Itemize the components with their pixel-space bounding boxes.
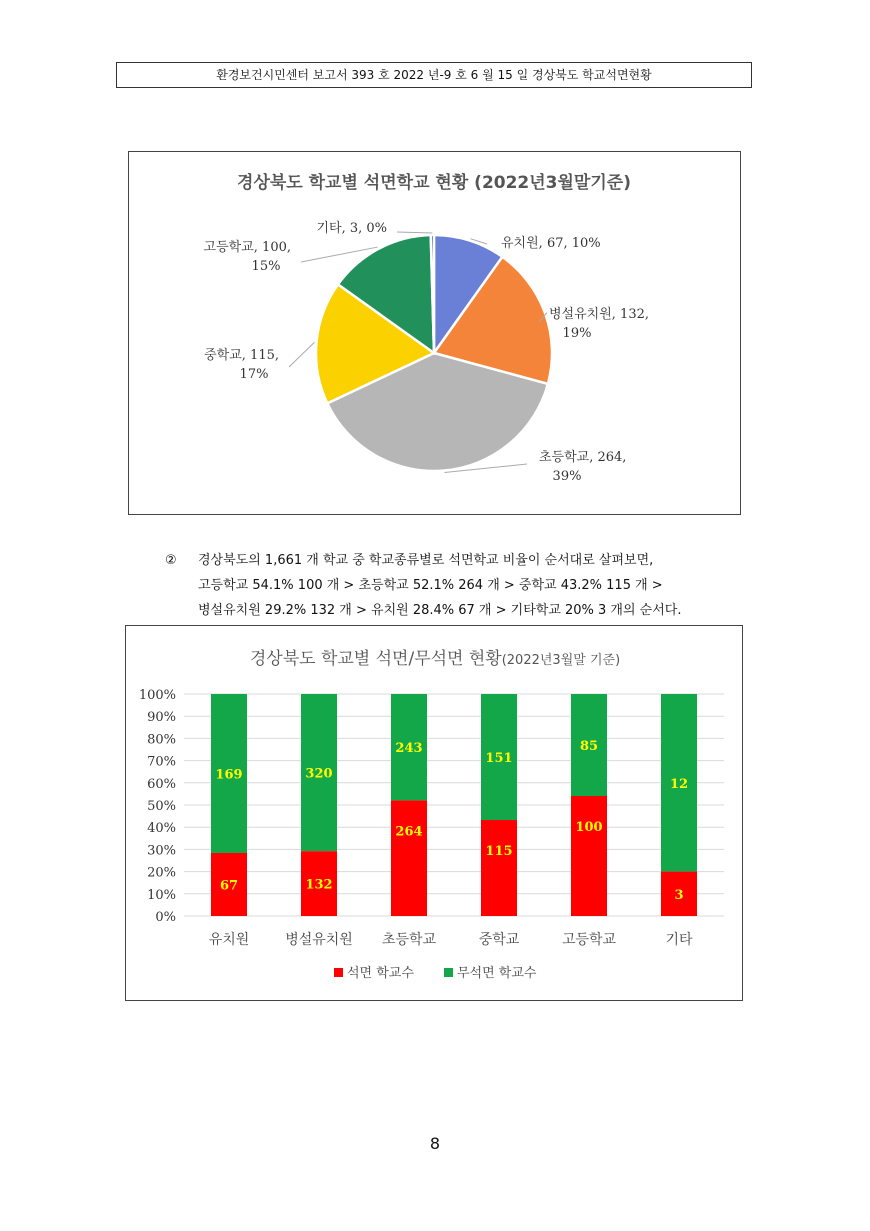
pie-data-label-line: 초등학교, 264, <box>539 450 627 465</box>
bar-value-label-asbestos: 67 <box>219 878 239 894</box>
bar-value-label-asbestos: 100 <box>575 820 603 835</box>
bar-asbestos-3 <box>391 800 427 916</box>
pie-data-label-3 <box>539 449 626 484</box>
bar-chart-title <box>250 648 620 669</box>
bar-value-label-asbestos: 132 <box>305 877 333 893</box>
bar-asbestos-5 <box>571 796 607 916</box>
x-category-label: 중학교 <box>478 932 520 948</box>
y-tick-label: 90% <box>147 710 176 726</box>
pie-data-label-5 <box>204 239 291 274</box>
y-tick-label: 80% <box>147 732 176 748</box>
bar-value-label-asbestos: 264 <box>395 824 423 840</box>
report-header-text: 환경보건시민센터 보고서 393 호 2022 년-9 호 6 월 15 일 경상북도 학교석면현황 <box>216 68 652 82</box>
pie-data-label-line: 병설유치원, 132, <box>549 307 650 322</box>
legend-swatch-2 <box>444 968 453 977</box>
legend-swatch-1 <box>334 968 343 977</box>
pie-chart-title: 경상북도 학교별 석면학교 현황 (2022년3월말기준) <box>237 173 631 193</box>
bar-value-label-non-asbestos: 243 <box>395 741 423 757</box>
legend-label-1: 석면 학교수 <box>347 966 414 981</box>
pie-data-label-6 <box>316 220 387 236</box>
y-tick-label: 60% <box>147 776 176 792</box>
bar-value-label-non-asbestos: 169 <box>215 767 243 783</box>
y-tick-label: 40% <box>147 821 176 837</box>
y-tick-label: 10% <box>147 887 176 903</box>
x-category-label: 고등학교 <box>561 932 617 948</box>
paragraph-line-3: 병설유치원 29.2% 132 개 > 유치원 28.4% 67 개 > 기타학교 20% 3 개의 순서다. <box>198 603 682 618</box>
pie-data-label-line: 기타, 3, 0% <box>316 221 387 236</box>
y-tick-label: 50% <box>147 799 176 814</box>
y-tick-label: 20% <box>147 865 176 881</box>
bar-value-label-asbestos: 3 <box>674 887 684 903</box>
y-tick-label: 100% <box>138 688 176 703</box>
bar-value-label-asbestos: 115 <box>485 844 513 860</box>
pie-data-label-4 <box>204 347 279 382</box>
bar-value-label-non-asbestos: 151 <box>485 751 513 767</box>
report-header <box>116 62 752 88</box>
bar-chart <box>126 626 742 1000</box>
x-category-label: 초등학교 <box>381 932 437 948</box>
bar-chart-frame <box>125 625 743 1001</box>
pie-data-label-1 <box>501 235 601 251</box>
y-tick-label: 70% <box>147 754 176 770</box>
x-category-label: 병설유치원 <box>285 932 353 948</box>
pie-leader-line-4 <box>289 342 314 367</box>
pie-data-label-2 <box>549 306 649 341</box>
pie-data-label-line: 17% <box>239 367 269 382</box>
x-category-label: 기타 <box>665 932 693 948</box>
bar-chart-title-main: 경상북도 학교별 석면/무석면 현황 <box>249 649 502 669</box>
pie-chart <box>129 152 740 514</box>
page-number: 8 <box>429 1134 441 1153</box>
x-category-label: 유치원 <box>208 932 250 948</box>
pie-leader-line-6 <box>397 232 432 233</box>
pie-data-label-line: 15% <box>251 259 281 274</box>
y-tick-label: 0% <box>155 910 176 925</box>
bar-value-label-non-asbestos: 12 <box>669 776 689 792</box>
paragraph-line-2: 고등학교 54.1% 100 개 > 초등학교 52.1% 264 개 > 중학교 43.2% 115 개 > <box>198 578 663 593</box>
pie-data-label-line: 중학교, 115, <box>204 348 279 363</box>
bar-chart-title-sub: (2022년3월말 기준) <box>501 653 621 668</box>
paragraph-marker: ② <box>165 553 177 568</box>
pie-data-label-line: 39% <box>552 469 582 484</box>
pie-data-label-line: 유치원, 67, 10% <box>501 236 601 251</box>
bar-value-label-non-asbestos: 320 <box>305 766 333 782</box>
bar-asbestos-4 <box>481 820 517 916</box>
y-tick-label: 30% <box>147 843 176 859</box>
paragraph-line-1: 경상북도의 1,661 개 학교 중 학교종류별로 석면학교 비율이 순서대로 살펴보면, <box>198 553 654 568</box>
pie-data-label-line: 19% <box>562 326 592 341</box>
pie-chart-frame <box>128 151 741 515</box>
pie-data-label-line: 고등학교, 100, <box>203 240 291 255</box>
bar-value-label-non-asbestos: 85 <box>579 739 599 754</box>
legend-label-2: 무석면 학교수 <box>457 966 537 981</box>
